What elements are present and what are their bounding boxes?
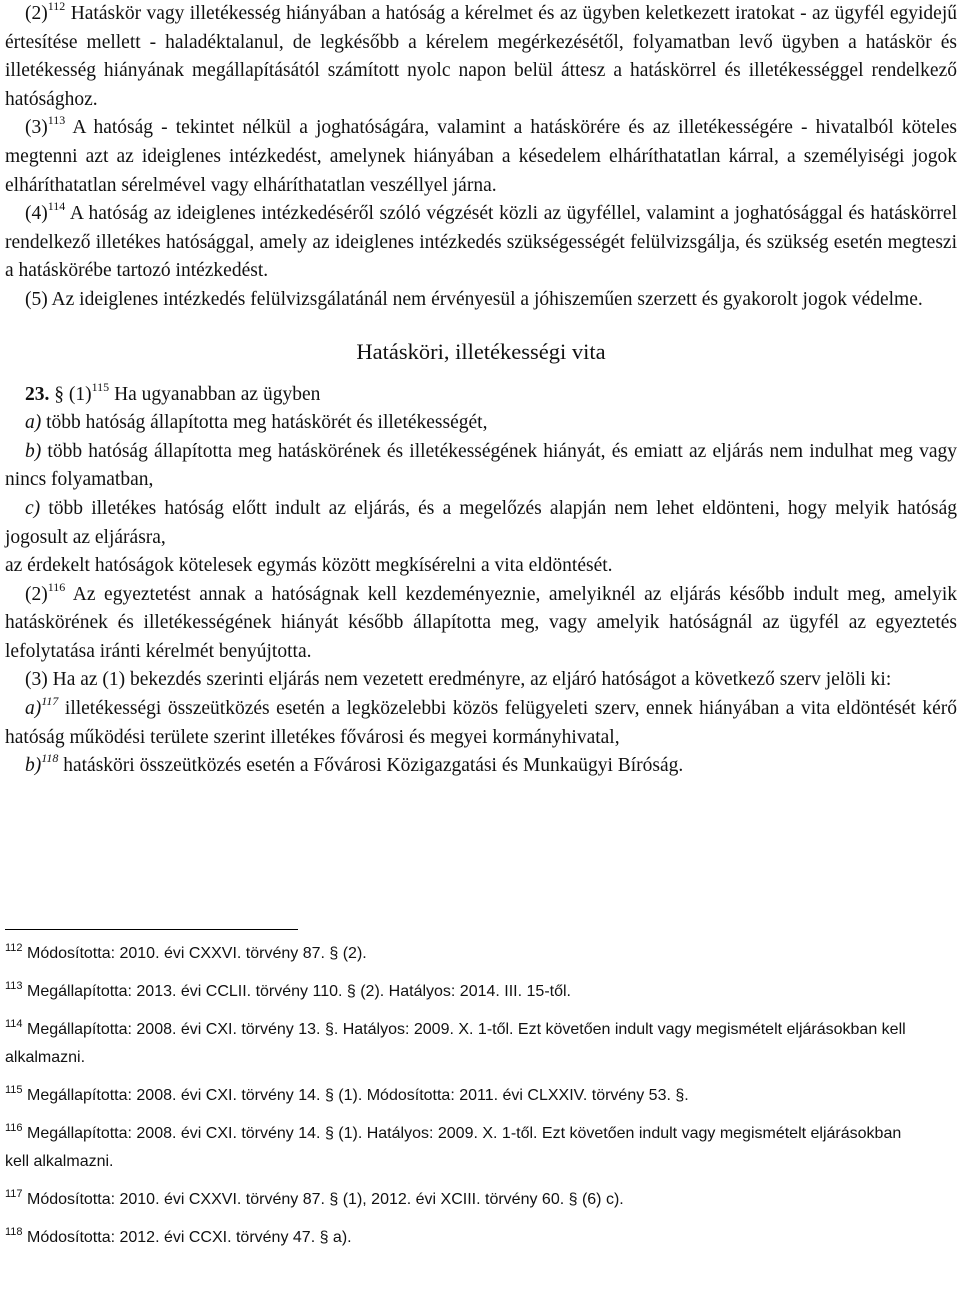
paragraph-text: (3) Ha az (1) bekezdés szerinti eljárás nem vezetett eredményre, az eljáró hatóságot a következő szerv jelöli ki: bbox=[25, 669, 892, 691]
document-page bbox=[5, 0, 957, 781]
footnote-text: Megállapította: 2008. évi CXI. törvény 14. § (1). Hatályos: 2009. X. 1-től. Ezt követően indult vagy megismételt eljárásokban kell alkalmazni. bbox=[5, 1125, 902, 1170]
point-label: b) bbox=[25, 440, 42, 462]
footnote-ref-116[interactable]: 116 bbox=[47, 579, 66, 594]
point-closing: az érdekelt hatóságok kötelesek egymás között megkísérelni a vita eldöntését. bbox=[5, 555, 613, 577]
footnote-number: 113 bbox=[5, 980, 23, 992]
paragraph-text: Az egyeztetést annak a hatóságnak kell kezdeményeznie, amelyiknél az eljárás később indult meg, amelyik hatáskörének és illetékességének hiányát később állapította meg, vagy amelyik hatóságnál az ügyfél az egyeztetés lefolytatása iránti kérelmét benyújtotta. bbox=[5, 583, 957, 662]
footnote-number: 114 bbox=[5, 1018, 23, 1030]
footnote-number: 117 bbox=[5, 1188, 23, 1200]
paragraph-23-2 bbox=[5, 581, 957, 667]
point-b bbox=[5, 438, 957, 495]
footnote-number: 112 bbox=[5, 942, 23, 954]
footnote-text: Módosította: 2012. évi CCXI. törvény 47. § a). bbox=[22, 1229, 352, 1246]
footnotes bbox=[5, 940, 925, 1252]
paragraph-text: A hatóság - tekintet nélkül a joghatóságára, valamint a hatáskörére és az illetékességére - hivatalból köteles megtenni azt az ideiglenes intézkedést, amelynek hiányában a késedelem elháríthatatlan kárral, a személyiségi jogok elháríthatatlan sérelmével vagy elháríthatatlan veszéllyel járna. bbox=[5, 117, 957, 196]
paragraph-text: Hatáskör vagy illetékesség hiányában a hatóság a kérelmet és az ügyben keletkezett iratokat - az ügyfél egyidejű értesítése mellett - haladéktalanul, de legkésőbb a kérelem megérkezésétől, folyamatban levő ügyben a hatáskör és illetékesség hiányának megállapításától számított nyolc napon belül áttesz a hatáskörrel és illetékességgel rendelkező hatósághoz. bbox=[5, 3, 957, 110]
paragraph-text: Ha ugyanabban az ügyben bbox=[109, 383, 321, 405]
footnote-text: Módosította: 2010. évi CXXVI. törvény 87. § (1), 2012. évi XCIII. törvény 60. § (6) c). bbox=[22, 1191, 624, 1208]
footnote-117 bbox=[5, 1186, 925, 1214]
footnote-number: 116 bbox=[5, 1122, 23, 1134]
paragraph-number: (2) bbox=[25, 583, 48, 605]
footnote-114 bbox=[5, 1016, 925, 1072]
footnote-ref-114[interactable]: 114 bbox=[47, 199, 66, 214]
paragraph-3 bbox=[5, 114, 957, 200]
paragraph-number: (2) bbox=[25, 3, 48, 24]
section-paragraph: § (1) bbox=[49, 383, 92, 405]
section-23-intro bbox=[5, 381, 957, 410]
footnote-ref-118[interactable]: 118 bbox=[41, 751, 59, 766]
footnote-text: Megállapította: 2008. évi CXI. törvény 13. §. Hatályos: 2009. X. 1-től. Ezt követően indult vagy megismételt eljárásokban kell alkalmazni. bbox=[5, 1021, 906, 1066]
footnote-text: Megállapította: 2008. évi CXI. törvény 14. § (1). Módosította: 2011. évi CLXXIV. törvény 53. §. bbox=[22, 1087, 689, 1104]
point-text: több hatóság állapította meg hatáskörét és illetékességét, bbox=[41, 412, 488, 434]
section-number: 23. bbox=[25, 383, 50, 405]
footnote-118 bbox=[5, 1224, 925, 1252]
point-label: a) bbox=[25, 412, 42, 434]
footnote-112 bbox=[5, 940, 925, 968]
footnote-number: 118 bbox=[5, 1226, 23, 1238]
point-a bbox=[5, 409, 957, 438]
paragraph-number: (4) bbox=[25, 203, 48, 225]
footnote-separator bbox=[5, 929, 298, 930]
point-label: b) bbox=[25, 755, 42, 777]
footnote-ref-117[interactable]: 117 bbox=[41, 694, 59, 709]
point-text: több hatóság állapította meg hatáskörének és illetékességének hiányát, és emiatt az eljárás nem indulhat meg vagy nincs folyamatban, bbox=[5, 440, 957, 491]
footnote-113 bbox=[5, 978, 925, 1006]
paragraph-text: (5) Az ideiglenes intézkedés felülvizsgálatánál nem érvényesül a jóhiszeműen szerzett és gyakorolt jogok védelme. bbox=[25, 288, 923, 310]
paragraph-number: (3) bbox=[25, 117, 48, 139]
point-c bbox=[5, 495, 957, 552]
footnote-115 bbox=[5, 1082, 925, 1110]
point-b-2 bbox=[5, 752, 957, 781]
footnote-ref-115[interactable]: 115 bbox=[91, 379, 110, 394]
footnote-text: Megállapította: 2013. évi CCLII. törvény 110. § (2). Hatályos: 2014. III. 15-től. bbox=[22, 983, 571, 1000]
paragraph-text: A hatóság az ideiglenes intézkedéséről szóló végzését közli az ügyféllel, valamint a joghatósággal és hatáskörrel rendelkező illetékes hatósággal, amely az ideiglenes intézkedés szükségességét felülvizsgálja, és szükség esetén megteszi a hatáskörébe tartozó intézkedést. bbox=[5, 203, 957, 282]
point-label: c) bbox=[25, 497, 41, 519]
point-a-2 bbox=[5, 695, 957, 752]
footnote-ref-112[interactable]: 112 bbox=[47, 0, 66, 13]
paragraph-23-3 bbox=[5, 666, 957, 695]
footnote-116 bbox=[5, 1120, 925, 1176]
point-label: a) bbox=[25, 698, 42, 720]
paragraph-4 bbox=[5, 200, 957, 286]
footnote-number: 115 bbox=[5, 1084, 23, 1096]
footnote-text: Módosította: 2010. évi CXXVI. törvény 87. § (2). bbox=[22, 945, 367, 962]
point-text: illetékességi összeütközés esetén a legközelebbi közös felügyeleti szerv, ennek hiányában a vita eldöntését kérő hatóság működési területe szerint illetékes fővárosi és megyei kormányhivatal, bbox=[5, 698, 957, 748]
point-text: hatásköri összeütközés esetén a Fővárosi Közigazgatási és Munkaügyi Bíróság. bbox=[58, 755, 684, 777]
section-heading: Hatásköri, illetékességi vita bbox=[356, 338, 606, 364]
paragraph-5 bbox=[5, 286, 957, 315]
paragraph-2 bbox=[5, 0, 957, 114]
point-text: több illetékes hatóság előtt indult az eljárás, és a megelőzés alapján nem lehet eldönteni, hogy melyik hatóság jogosult az eljárásra, bbox=[5, 497, 957, 548]
footnote-ref-113[interactable]: 113 bbox=[47, 113, 66, 128]
